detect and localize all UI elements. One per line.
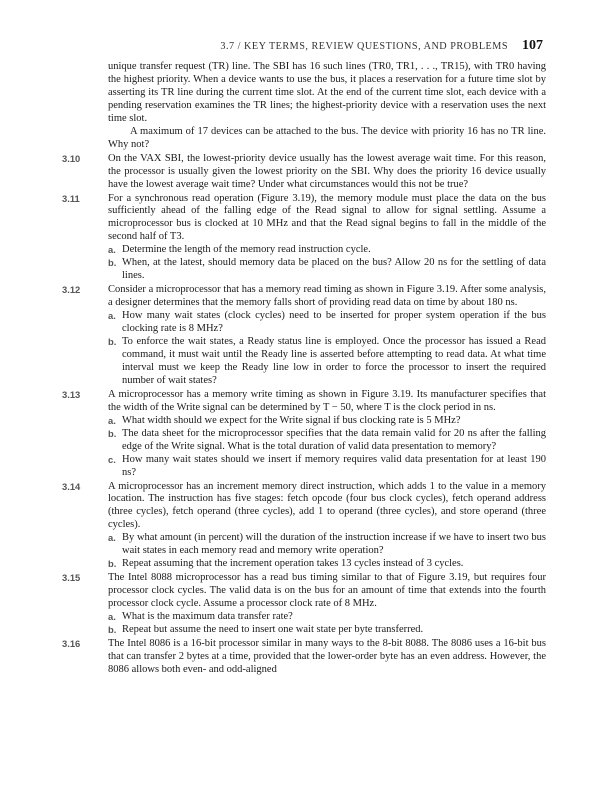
part-text: The data sheet for the microprocessor specifies that the data remain valid for 20 ns after the falling edge of the Write signal. What is the total duration of valid data presentation to memory? (122, 427, 546, 452)
problem-number: 3.11 (62, 192, 80, 204)
part-text: Repeat assuming that the increment operation takes 13 cycles instead of 3 cycles. (122, 558, 464, 570)
problem-part (108, 257, 546, 283)
part-label: a. (108, 611, 116, 623)
problem-text: The Intel 8088 microprocessor has a read bus timing similar to that of Figure 3.19, but requires four processor clock cycles. The valid data is on the bus for an amount of time that extends into the fourth processor clock cycle. Assume a processor clock rate of 8 MHz. (108, 572, 546, 610)
problem-number: 3.10 (62, 152, 81, 164)
intro-paragraph: unique transfer request (TR) line. The SBI has 16 such lines (TR0, TR1, . . ., TR15), with TR0 having the highest priority. When a device wants to use the bus, it places a reservation for a future time slot by asserting its TR line during the current time slot. At the end of the current time slot, each device with a pending reservation examines the TR lines; the highest-priority device with a reservation uses the next time slot. (108, 61, 546, 124)
part-text: When, at the latest, should memory data be placed on the bus? Allow 20 ns for the settling of data lines. (122, 257, 546, 282)
problem (62, 572, 546, 637)
page-body (62, 61, 546, 677)
problem-number: 3.12 (62, 284, 81, 296)
running-header (0, 36, 543, 54)
problem-text: On the VAX SBI, the lowest-priority device usually has the lowest average wait time. For this reason, the processor is usually given the lowest priority on the SBI. Why does the priority 16 device usually have the lowest average wait time? Under what circumstances would this not be true? (108, 152, 546, 190)
problem-part (108, 415, 546, 428)
part-label: b. (108, 427, 117, 439)
part-label: c. (108, 453, 116, 465)
problem (62, 284, 546, 388)
section-title: 3.7 / KEY TERMS, REVIEW QUESTIONS, AND PROBLEMS (220, 41, 508, 52)
problem (62, 192, 546, 284)
problem-part (108, 310, 546, 336)
part-label: b. (108, 558, 117, 570)
problem-part (108, 244, 546, 257)
part-label: b. (108, 623, 117, 635)
problem-text: A microprocessor has an increment memory direct instruction, which adds 1 to the value in a memory location. The instruction has five stages: fetch opcode (four bus clock cycles), fetch operand address (three cycles), fetch operand (three cycles), add 1 to operand (three cycles), and store operand (three cycles). (108, 480, 546, 531)
part-label: b. (108, 336, 117, 348)
part-text: To enforce the wait states, a Ready status line is employed. Once the processor has issued a Read command, it must wait until the Ready line is asserted before attempting to read data. At what time interval must we keep the Ready line low in order to force the processor to insert the required number of wait states? (122, 336, 546, 386)
problem (62, 480, 546, 572)
part-label: a. (108, 310, 116, 322)
problem-text: For a synchronous read operation (Figure 3.19), the memory module must place the data on the bus sufficiently ahead of the falling edge of the Read signal to allow for signal settling. Assume a microprocessor bus is clocked at 10 MHz and that the Read signal begins to fall in the middle of the second half of T3. (108, 192, 546, 243)
page-number: 107 (522, 38, 543, 53)
part-text: How many wait states should we insert if memory requires valid data presentation for at least 190 ns? (122, 453, 546, 478)
problem (62, 388, 546, 480)
problem-part (108, 558, 546, 571)
problem-list (62, 152, 546, 677)
problem-part (108, 532, 546, 558)
problem-number: 3.14 (62, 480, 81, 492)
problem-part (108, 611, 546, 624)
problem (62, 637, 546, 677)
part-text: Repeat but assume the need to insert one wait state per byte transferred. (122, 623, 424, 635)
part-text: What is the maximum data transfer rate? (122, 611, 293, 623)
problem-text: The Intel 8086 is a 16-bit processor similar in many ways to the 8-bit 8088. The 8086 uses a 16-bit bus that can transfer 2 bytes at a time, provided that the lower-order byte has an even address. However, the 8086 allows both even- and odd-aligned (108, 637, 546, 675)
part-label: a. (108, 414, 116, 426)
problem-part (108, 454, 546, 480)
problem-part (108, 336, 546, 388)
problem (62, 152, 546, 192)
part-label: b. (108, 257, 117, 269)
problem-text: Consider a microprocessor that has a memory read timing as shown in Figure 3.19. After some analysis, a designer determines that the memory falls short of providing read data on time by about 180 ns. (108, 284, 546, 309)
problem-text: A microprocessor has a memory write timing as shown in Figure 3.19. Its manufacturer specifies that the width of the Write signal can be determined by T − 50, where T is the clock period in ns. (108, 388, 546, 413)
part-text: What width should we expect for the Write signal if bus clocking rate is 5 MHz? (122, 414, 461, 426)
problem-part (108, 624, 546, 637)
part-label: a. (108, 244, 116, 256)
part-label: a. (108, 532, 116, 544)
problem-number: 3.16 (62, 637, 81, 649)
problem-part (108, 428, 546, 454)
problem-number: 3.13 (62, 388, 81, 400)
problem-number: 3.15 (62, 572, 81, 584)
part-text: By what amount (in percent) will the duration of the instruction increase if we have to insert two bus wait states in each memory read and memory write operation? (122, 532, 546, 557)
intro-paragraph: A maximum of 17 devices can be attached to the bus. The device with priority 16 has no TR line. Why not? (108, 125, 546, 150)
part-text: How many wait states (clock cycles) need to be inserted for proper system operation if the bus clocking rate is 8 MHz? (122, 310, 546, 335)
part-text: Determine the length of the memory read instruction cycle. (122, 244, 371, 256)
